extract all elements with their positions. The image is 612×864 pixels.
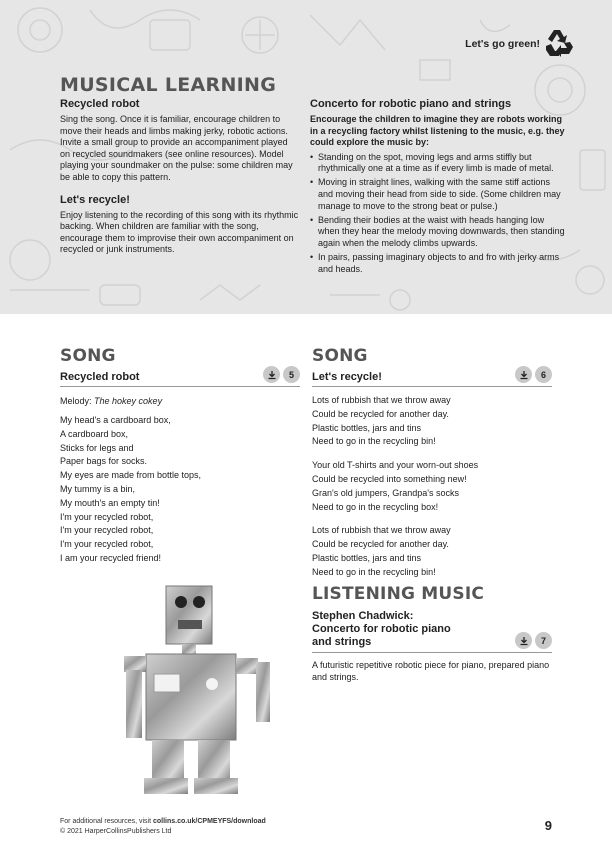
melody-label: Melody:: [60, 396, 92, 406]
lyric-line: I am your recycled friend!: [60, 552, 162, 563]
song-recycled-robot: [60, 346, 300, 566]
lyric-line: Could be recycled for another day.: [312, 408, 449, 419]
lyric-line: Could be recycled for another day.: [312, 539, 449, 550]
musical-learning-right-column: [310, 98, 565, 278]
download-button[interactable]: [515, 632, 532, 649]
listening-description: A futuristic repetitive robotic piece for piano, prepared piano and strings.: [312, 660, 550, 682]
track-number-badge[interactable]: 7: [535, 632, 552, 649]
listening-title-line: and strings: [312, 636, 372, 648]
list-item: • Moving in straight lines, walking with the same stiff actions and moving their head from side to side. (Some children may manage to move to the strong beat or pulse.): [310, 177, 565, 212]
song-section-title: SONG: [60, 346, 116, 366]
lyric-line: Plastic bottles, jars and tins: [312, 552, 422, 563]
musical-learning-title: MUSICAL LEARNING: [60, 74, 277, 96]
lets-recycle-text: Enjoy listening to the recording of this song with its rhythmic backing. When children are familiar with the song, encourage them to improvise their own accompaniment on recycled or junk instruments.: [60, 209, 299, 255]
melody-line: [60, 396, 300, 406]
concerto-intro: Encourage the children to imagine they are robots working in a recycling factory whilst listening to the music, e.g. they could explore the music by:: [310, 114, 565, 148]
listening-music-section: [312, 584, 552, 683]
copyright: © 2021 HarperCollinsPublishers Ltd: [60, 827, 172, 835]
song-header: [60, 366, 300, 387]
song-stanza: [312, 524, 552, 579]
lyric-line: Need to go in the recycling box!: [312, 501, 439, 512]
track-number-badge[interactable]: 5: [283, 366, 300, 383]
song-stanza: [312, 459, 552, 514]
song-title: Recycled robot: [60, 371, 140, 383]
song-stanza: [312, 394, 552, 449]
lyric-line: Need to go in the recycling bin!: [312, 566, 436, 577]
lyric-line: Could be recycled into something new!: [312, 473, 467, 484]
listening-header: [312, 610, 552, 653]
lyric-line: Gran's old jumpers, Grandpa's socks: [312, 487, 459, 498]
list-item: • In pairs, passing imaginary objects to and fro with jerky arms and heads.: [310, 252, 565, 275]
listening-title: [312, 610, 451, 649]
list-item: • Bending their bodies at the waist with heads hanging low when they hear the melody moving downwards, then standing again when the melody climbs upwards.: [310, 215, 565, 250]
recycle-icon: [542, 26, 576, 60]
lyric-line: Sticks for legs and: [60, 442, 134, 453]
listening-title-line: Stephen Chadwick:: [312, 610, 414, 622]
lyric-line: Plastic bottles, jars and tins: [312, 422, 422, 433]
download-icon: [267, 370, 277, 380]
lyric-line: I'm your recycled robot,: [60, 511, 154, 522]
lyric-line: My tummy is a bin,: [60, 483, 136, 494]
top-banner: [0, 0, 612, 314]
song-section-title: SONG: [312, 346, 368, 366]
listening-title-line: Concerto for robotic piano: [312, 623, 451, 635]
resources-link[interactable]: collins.co.uk/CPMEYFS/download: [153, 818, 266, 825]
download-button[interactable]: [515, 366, 532, 383]
lyric-line: My head's a cardboard box,: [60, 415, 171, 425]
lyric-line: A cardboard box,: [60, 428, 129, 439]
download-button[interactable]: [263, 366, 280, 383]
download-icon: [519, 636, 529, 646]
lyric-line: Need to go in the recycling bin!: [312, 436, 436, 447]
track-number-badge[interactable]: 6: [535, 366, 552, 383]
concerto-bullet-list: [310, 152, 565, 275]
lyric-line: My mouth's an empty tin!: [60, 497, 160, 508]
lyric-line: Lots of rubbish that we throw away: [312, 525, 451, 536]
lyric-line: I'm your recycled robot,: [60, 539, 154, 550]
list-item: • Standing on the spot, moving legs and arms stiffly but rhythmically one at a time as if every limb is made of metal.: [310, 152, 565, 175]
lyric-line: My eyes are made from bottle tops,: [60, 470, 202, 481]
song-title: Let's recycle!: [312, 371, 382, 383]
song-lets-recycle: [312, 346, 552, 580]
lyric-line: Paper bags for socks.: [60, 456, 148, 467]
musical-learning-left-column: [60, 98, 300, 266]
recycled-robot-photo: [118, 582, 293, 797]
song-header: [312, 366, 552, 387]
lyric-line: Lots of rubbish that we throw away: [312, 395, 451, 405]
footer-note: [60, 817, 266, 836]
page-number: 9: [544, 818, 552, 833]
download-icon: [519, 370, 529, 380]
melody-name: The hokey cokey: [94, 396, 163, 406]
listening-section-title: LISTENING MUSIC: [312, 584, 485, 604]
track-badges: [515, 366, 552, 383]
track-badges: [263, 366, 300, 383]
song-lyrics: [60, 414, 300, 566]
recycled-robot-text: Sing the song. Once it is familiar, encourage children to move their heads and limbs making jerky, robotic actions. Invite a small group to provide an accompaniment played on recycled soundmakers (see online resources). Model playing your soundmaker on the pulse: some children may be able to copy this pattern.: [60, 114, 293, 182]
track-badges: [515, 632, 552, 649]
lyric-line: I'm your recycled robot,: [60, 525, 154, 536]
resources-prefix: For additional resources, visit: [60, 818, 152, 825]
lets-recycle-heading: Let's recycle!: [60, 193, 130, 206]
lyric-line: Your old T-shirts and your worn-out shoes: [312, 460, 479, 471]
recycled-robot-heading: Recycled robot: [60, 98, 140, 110]
concerto-heading: Concerto for robotic piano and strings: [310, 98, 512, 110]
header-tagline: Let's go green!: [465, 38, 540, 50]
